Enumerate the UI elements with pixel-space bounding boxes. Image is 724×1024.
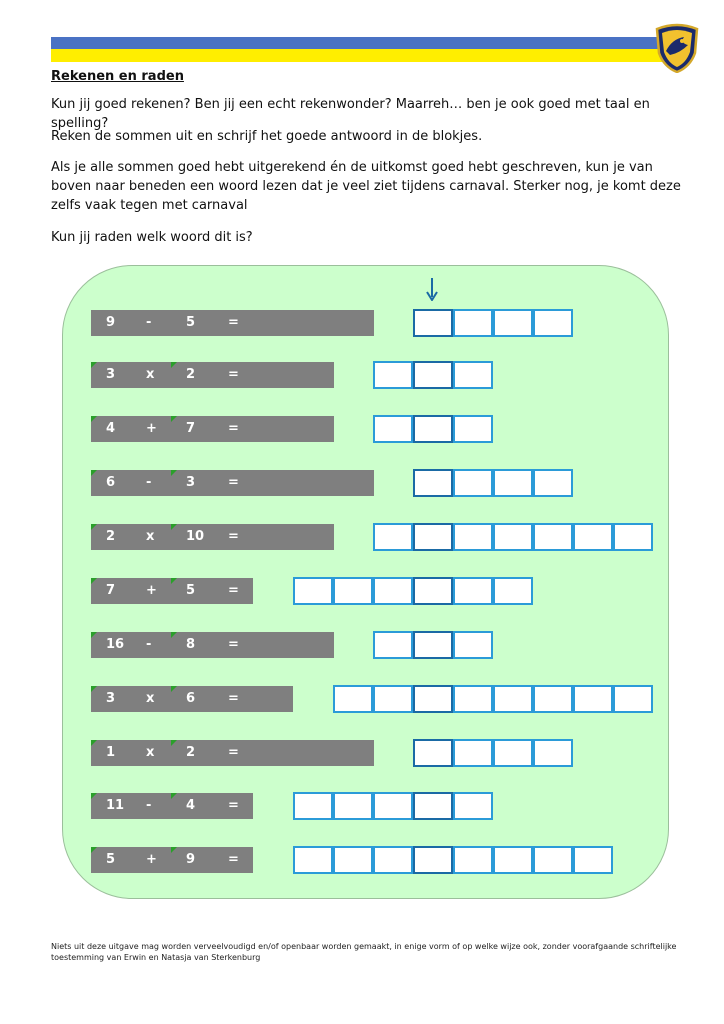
- sum-equals-sign: =: [228, 798, 239, 813]
- corner-marker: [171, 524, 177, 530]
- answer-letter-box[interactable]: [333, 792, 373, 820]
- sum-expression: [91, 686, 293, 712]
- sum-second-number: 6: [186, 691, 196, 706]
- sum-expression: [91, 310, 374, 336]
- answer-letter-box[interactable]: [533, 309, 573, 337]
- answer-letter-box[interactable]: [293, 792, 333, 820]
- answer-letter-box[interactable]: [613, 685, 653, 713]
- sum-expression: [91, 578, 253, 604]
- answer-letter-box[interactable]: [573, 523, 613, 551]
- sum-operator: +: [146, 852, 157, 867]
- answer-letter-box[interactable]: [453, 792, 493, 820]
- instruction-paragraph: Reken de sommen uit en schrijf het goede antwoord in de blokjes.: [51, 129, 483, 144]
- answer-letter-box[interactable]: [293, 577, 333, 605]
- sum-first-number: 5: [106, 852, 116, 867]
- explanation-paragraph: Als je alle sommen goed hebt uitgerekend én de uitkomst goed hebt geschreven, kun je van boven naar beneden een woord lezen dat je veel ziet tijdens carnaval. Sterker nog, je komt deze zelfs vaak tegen met carnaval: [51, 160, 681, 213]
- answer-key-letter-box[interactable]: [413, 469, 453, 497]
- answer-letter-box[interactable]: [373, 577, 413, 605]
- sum-expression: [91, 362, 334, 388]
- sum-second-number: 8: [186, 637, 196, 652]
- answer-letter-box[interactable]: [573, 846, 613, 874]
- sum-expression: [91, 847, 253, 873]
- answer-letter-box[interactable]: [533, 846, 573, 874]
- answer-letter-box[interactable]: [573, 685, 613, 713]
- question-paragraph: Kun jij raden welk woord dit is?: [51, 230, 253, 245]
- sum-second-number: 3: [186, 475, 196, 490]
- sum-equals-sign: =: [228, 637, 239, 652]
- corner-marker: [171, 632, 177, 638]
- sum-operator: -: [146, 798, 152, 813]
- sum-first-number: 3: [106, 367, 116, 382]
- sum-first-number: 11: [106, 798, 125, 813]
- answer-letter-box[interactable]: [453, 415, 493, 443]
- answer-letter-box[interactable]: [453, 361, 493, 389]
- sum-expression: [91, 416, 334, 442]
- answer-letter-box[interactable]: [453, 739, 493, 767]
- answer-letter-box[interactable]: [373, 361, 413, 389]
- corner-marker: [171, 793, 177, 799]
- answer-letter-box[interactable]: [373, 523, 413, 551]
- answer-key-letter-box[interactable]: [413, 577, 453, 605]
- answer-letter-box[interactable]: [453, 685, 493, 713]
- answer-letter-box[interactable]: [373, 846, 413, 874]
- answer-letter-box[interactable]: [493, 577, 533, 605]
- sum-equals-sign: =: [228, 852, 239, 867]
- sum-operator: x: [146, 367, 155, 382]
- corner-marker: [91, 632, 97, 638]
- corner-marker: [91, 362, 97, 368]
- answer-key-letter-box[interactable]: [413, 685, 453, 713]
- answer-key-letter-box[interactable]: [413, 523, 453, 551]
- header-yellow-stripe: [51, 49, 673, 62]
- answer-letter-box[interactable]: [493, 685, 533, 713]
- copyright-footer: Niets uit deze uitgave mag worden verveelvoudigd en/of openbaar worden gemaakt, in enige vorm of op welke wijze ook, zonder voorafgaande schriftelijke toestemming van Erwin en Natasja van Sterkenburg: [51, 942, 677, 962]
- answer-letter-box[interactable]: [533, 469, 573, 497]
- sum-expression: [91, 632, 334, 658]
- sum-equals-sign: =: [228, 367, 239, 382]
- answer-letter-box[interactable]: [493, 469, 533, 497]
- sum-second-number: 2: [186, 367, 196, 382]
- sum-equals-sign: =: [228, 421, 239, 436]
- sum-expression: [91, 740, 374, 766]
- answer-letter-box[interactable]: [493, 739, 533, 767]
- sum-expression: [91, 524, 334, 550]
- sum-equals-sign: =: [228, 691, 239, 706]
- corner-marker: [91, 740, 97, 746]
- corner-marker: [91, 470, 97, 476]
- page-title: Rekenen en raden: [51, 69, 184, 84]
- answer-letter-box[interactable]: [373, 792, 413, 820]
- answer-letter-box[interactable]: [493, 523, 533, 551]
- answer-letter-box[interactable]: [293, 846, 333, 874]
- answer-letter-box[interactable]: [373, 631, 413, 659]
- arrow-down-icon: [426, 277, 438, 301]
- sum-first-number: 6: [106, 475, 116, 490]
- answer-letter-box[interactable]: [453, 631, 493, 659]
- header-blue-stripe: [51, 37, 673, 49]
- answer-letter-box[interactable]: [453, 469, 493, 497]
- sum-equals-sign: =: [228, 529, 239, 544]
- corner-marker: [91, 793, 97, 799]
- corner-marker: [91, 578, 97, 584]
- sum-second-number: 10: [186, 529, 205, 544]
- sum-first-number: 9: [106, 315, 116, 330]
- corner-marker: [171, 686, 177, 692]
- sum-second-number: 9: [186, 852, 196, 867]
- answer-letter-box[interactable]: [533, 739, 573, 767]
- sum-operator: x: [146, 691, 155, 706]
- sum-first-number: 1: [106, 745, 116, 760]
- answer-letter-box[interactable]: [453, 523, 493, 551]
- corner-marker: [91, 524, 97, 530]
- sum-equals-sign: =: [228, 745, 239, 760]
- sum-second-number: 5: [186, 583, 196, 598]
- sum-first-number: 16: [106, 637, 125, 652]
- corner-marker: [171, 416, 177, 422]
- sum-operator: -: [146, 315, 152, 330]
- answer-letter-box[interactable]: [333, 685, 373, 713]
- answer-key-letter-box[interactable]: [413, 361, 453, 389]
- corner-marker: [171, 578, 177, 584]
- corner-marker: [171, 470, 177, 476]
- sum-first-number: 7: [106, 583, 116, 598]
- shield-logo-icon: [652, 23, 702, 73]
- sum-operator: -: [146, 637, 152, 652]
- sum-second-number: 5: [186, 315, 196, 330]
- answer-key-letter-box[interactable]: [413, 631, 453, 659]
- sum-expression: [91, 793, 253, 819]
- answer-letter-box[interactable]: [493, 846, 533, 874]
- answer-letter-box[interactable]: [453, 577, 493, 605]
- sum-operator: -: [146, 475, 152, 490]
- sum-operator: +: [146, 583, 157, 598]
- sum-equals-sign: =: [228, 315, 239, 330]
- sum-operator: +: [146, 421, 157, 436]
- answer-letter-box[interactable]: [373, 415, 413, 443]
- answer-letter-box[interactable]: [613, 523, 653, 551]
- sum-first-number: 2: [106, 529, 116, 544]
- answer-letter-box[interactable]: [333, 846, 373, 874]
- intro-paragraph: Kun jij goed rekenen? Ben jij een echt rekenwonder? Maarreh… ben je ook goed met taal en spelling?: [51, 97, 650, 131]
- answer-letter-box[interactable]: [533, 523, 573, 551]
- corner-marker: [91, 416, 97, 422]
- answer-letter-box[interactable]: [453, 846, 493, 874]
- sum-first-number: 4: [106, 421, 116, 436]
- sum-equals-sign: =: [228, 475, 239, 490]
- answer-key-letter-box[interactable]: [413, 739, 453, 767]
- answer-letter-box[interactable]: [533, 685, 573, 713]
- corner-marker: [91, 686, 97, 692]
- answer-key-letter-box[interactable]: [413, 415, 453, 443]
- answer-letter-box[interactable]: [373, 685, 413, 713]
- answer-letter-box[interactable]: [493, 309, 533, 337]
- sum-first-number: 3: [106, 691, 116, 706]
- sum-operator: x: [146, 745, 155, 760]
- sum-second-number: 2: [186, 745, 196, 760]
- answer-key-letter-box[interactable]: [413, 309, 453, 337]
- sum-second-number: 7: [186, 421, 196, 436]
- sum-equals-sign: =: [228, 583, 239, 598]
- sum-second-number: 4: [186, 798, 196, 813]
- corner-marker: [171, 740, 177, 746]
- answer-letter-box[interactable]: [453, 309, 493, 337]
- corner-marker: [171, 847, 177, 853]
- answer-key-letter-box[interactable]: [413, 792, 453, 820]
- corner-marker: [171, 362, 177, 368]
- sum-expression: [91, 470, 374, 496]
- sum-operator: x: [146, 529, 155, 544]
- corner-marker: [91, 847, 97, 853]
- answer-letter-box[interactable]: [333, 577, 373, 605]
- answer-key-letter-box[interactable]: [413, 846, 453, 874]
